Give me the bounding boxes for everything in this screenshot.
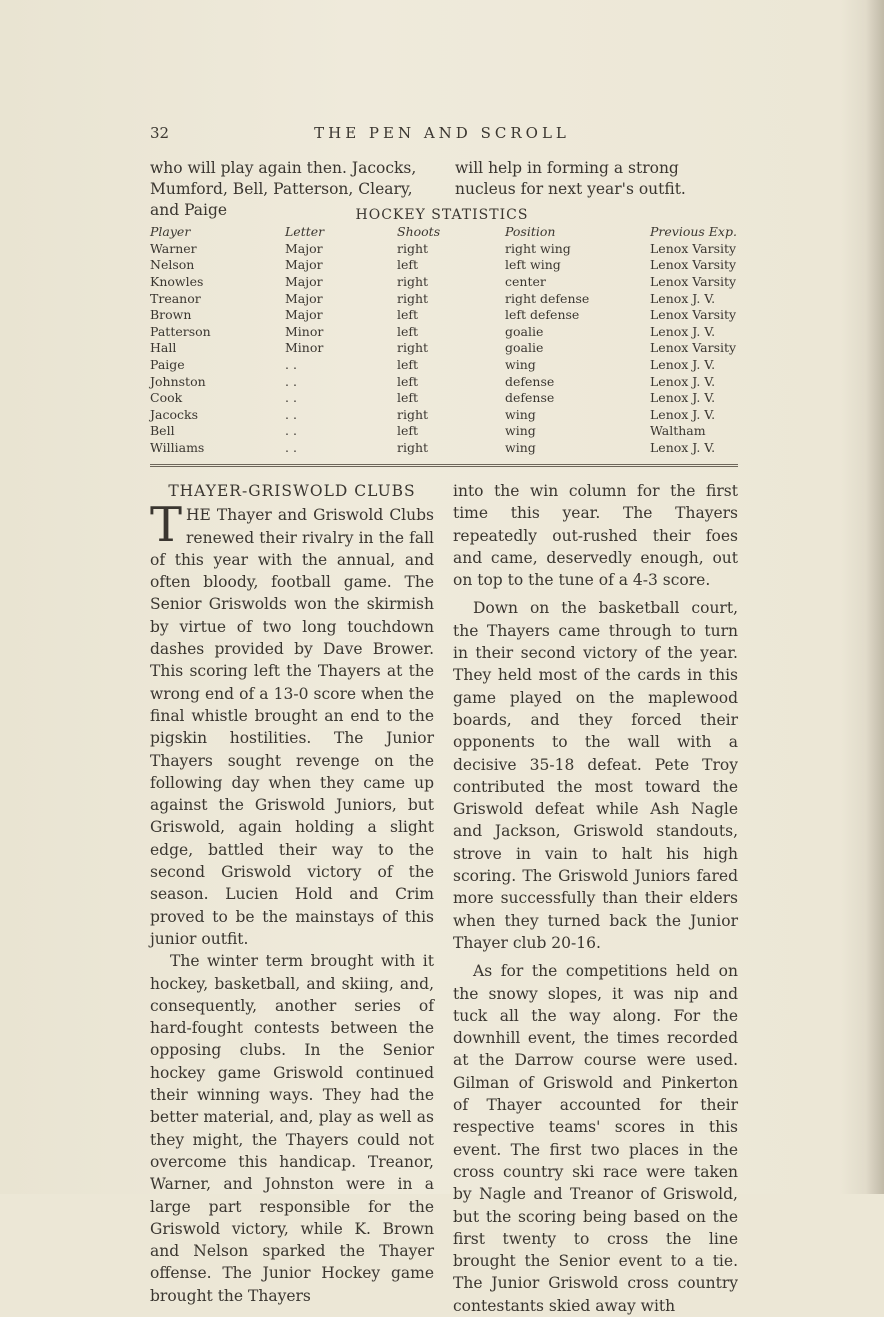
table-cell: left bbox=[397, 356, 419, 372]
table-cell: Lenox J. V. bbox=[650, 356, 716, 372]
table-cell: Lenox Varsity bbox=[650, 273, 737, 289]
table-cell: left bbox=[397, 307, 419, 323]
table-cell: Patterson bbox=[150, 323, 211, 339]
table-cell: Lenox J. V. bbox=[650, 439, 716, 455]
table-row bbox=[150, 373, 740, 390]
table-cell: . . bbox=[285, 356, 297, 372]
table-cell: left defense bbox=[505, 307, 580, 323]
table-cell: wing bbox=[505, 439, 536, 455]
table-cell: Lenox J. V. bbox=[650, 406, 716, 422]
table-row bbox=[150, 389, 740, 406]
column-header: Position bbox=[505, 224, 556, 239]
table-row bbox=[150, 257, 740, 274]
table-row bbox=[150, 323, 740, 340]
column-header: Shoots bbox=[397, 224, 441, 239]
table-cell: left bbox=[397, 373, 419, 389]
table-cell: Treanor bbox=[150, 290, 201, 306]
table-cell: Minor bbox=[285, 323, 324, 339]
drop-cap: T bbox=[150, 497, 183, 554]
table-cell: wing bbox=[505, 406, 536, 422]
table-cell: Hall bbox=[150, 340, 177, 356]
table-cell: Paige bbox=[150, 356, 185, 372]
table-cell: right bbox=[397, 273, 429, 289]
article-paragraph: into the win column for the first time this year. The Thayers repeatedly out-rushed their foes and came, deservedly enough, out on top to the tune of a 4-3 score. bbox=[453, 482, 738, 590]
intro-left: who will play again then. Jacocks, Mumford, Bell, Patterson, Cleary, and Paige bbox=[150, 159, 417, 219]
table-cell: defense bbox=[505, 390, 555, 406]
table-header-row bbox=[150, 223, 740, 240]
table-row bbox=[150, 290, 740, 307]
page-number: 32 bbox=[150, 124, 170, 142]
table-row bbox=[150, 423, 740, 440]
table-row bbox=[150, 306, 740, 323]
table-cell: left bbox=[397, 390, 419, 406]
column-header: Previous Exp. bbox=[650, 224, 737, 239]
article-paragraph bbox=[150, 497, 434, 950]
page-header bbox=[0, 124, 884, 144]
table-cell: . . bbox=[285, 439, 297, 455]
table-cell: Knowles bbox=[150, 273, 204, 289]
running-head: THE PEN AND SCROLL bbox=[314, 124, 570, 142]
table-row bbox=[150, 273, 740, 290]
table-cell: Lenox Varsity bbox=[650, 257, 737, 273]
table-cell: goalie bbox=[505, 340, 544, 356]
table-cell: . . bbox=[285, 373, 297, 389]
table-cell: Lenox Varsity bbox=[650, 240, 737, 256]
table-cell: right wing bbox=[505, 240, 571, 256]
table-cell: Williams bbox=[150, 439, 205, 455]
article-title: THAYER-GRISWOLD CLUBS bbox=[168, 482, 416, 500]
table-cell: Bell bbox=[150, 423, 175, 439]
table-cell: Major bbox=[285, 273, 323, 289]
table-cell: wing bbox=[505, 356, 536, 372]
table-cell: center bbox=[505, 273, 546, 289]
table-row bbox=[150, 240, 740, 257]
table-cell: right defense bbox=[505, 290, 590, 306]
table-cell: left wing bbox=[505, 257, 561, 273]
intro-right: will help in forming a strong nucleus for next year's outfit. bbox=[455, 159, 686, 198]
table-cell: defense bbox=[505, 373, 555, 389]
hockey-stats-table bbox=[150, 223, 740, 456]
column-header: Player bbox=[150, 224, 191, 239]
table-cell: Lenox Varsity bbox=[650, 307, 737, 323]
table-cell: Lenox J. V. bbox=[650, 390, 716, 406]
table-cell: left bbox=[397, 323, 419, 339]
table-cell: Lenox J. V. bbox=[650, 323, 716, 339]
table-cell: Lenox J. V. bbox=[650, 290, 716, 306]
article-column-left bbox=[150, 480, 434, 1307]
table-cell: right bbox=[397, 340, 429, 356]
table-row bbox=[150, 356, 740, 373]
table-cell: Cook bbox=[150, 390, 183, 406]
table-cell: right bbox=[397, 439, 429, 455]
column-header: Letter bbox=[285, 224, 325, 239]
paragraph-text: HE Thayer and Griswold Clubs renewed their rivalry in the fall of this year with the annual, and often bloody, football game. The Senior Griswolds won the skirmish by virtue of two long touchdown dashes provided by Dave Brower. This scoring left the Thayers at the wrong end of a 13-0 score when the final whistle brought an end to the pigskin hostilities. The Junior Thayers sought revenge on the following day when they came up against the Griswold Juniors, but Griswold, again holding a slight edge, battled their way to the second Griswold victory of the season. Lucien Hold and Crim proved to be the mainstays of this junior outfit. bbox=[150, 506, 434, 948]
table-cell: goalie bbox=[505, 323, 544, 339]
table-row bbox=[150, 406, 740, 423]
table-cell: Minor bbox=[285, 340, 324, 356]
article-column-right bbox=[453, 480, 738, 1317]
table-body bbox=[150, 240, 740, 456]
article-paragraph: As for the competitions held on the snowy slopes, it was nip and tuck all the way along. For the downhill event, the times recorded at the Darrow course were used. Gilman of Griswold and Pinkerton of Thayer accounted for their respective teams' scores in this event. The first two places in the cross country ski race were taken by Nagle and Treanor of Griswold, but the scoring being based on the first twenty to cross the line brought the Senior event to a tie. The Junior Griswold cross country contestants skied away with bbox=[453, 962, 738, 1315]
table-cell: . . bbox=[285, 390, 297, 406]
table-cell: Nelson bbox=[150, 257, 195, 273]
table-row bbox=[150, 340, 740, 357]
table-cell: . . bbox=[285, 406, 297, 422]
page-edge-shadow bbox=[866, 0, 884, 1194]
article-paragraph: The winter term brought with it hockey, basketball, and skiing, and, consequently, another series of hard-fought contests between the opposing clubs. In the Senior hockey game Griswold continued their winning ways. They had the better material, and, play as well as they might, the Thayers could not overcome this handicap. Treanor, Warner, and Johnston were in a large part responsible for the Griswold victory, while K. Brown and Nelson sparked the Thayer offense. The Junior Hockey game brought the Thayers bbox=[150, 952, 434, 1305]
table-cell: wing bbox=[505, 423, 536, 439]
table-cell: Warner bbox=[150, 240, 197, 256]
table-cell: left bbox=[397, 423, 419, 439]
table-cell: Jacocks bbox=[150, 406, 198, 422]
table-cell: left bbox=[397, 257, 419, 273]
section-divider bbox=[150, 464, 738, 467]
table-cell: Major bbox=[285, 307, 323, 323]
table-cell: Major bbox=[285, 290, 323, 306]
table-cell: right bbox=[397, 290, 429, 306]
table-cell: Lenox Varsity bbox=[650, 340, 737, 356]
table-row bbox=[150, 439, 740, 456]
table-cell: right bbox=[397, 406, 429, 422]
article-paragraph: Down on the basketball court, the Thayers came through to turn in their second victory of the year. They held most of the cards in this game played on the maplewood boards, and they forced their opponents to the wall with a decisive 35-18 defeat. Pete Troy contributed the most toward the Griswold defeat while Ash Nagle and Jackson, Griswold standouts, strove in vain to halt his high scoring. The Griswold Juniors fared more successfully than their elders when they turned back the Junior Thayer club 20-16. bbox=[453, 599, 738, 952]
table-cell: . . bbox=[285, 423, 297, 439]
table-cell: Lenox J. V. bbox=[650, 373, 716, 389]
table-cell: Major bbox=[285, 240, 323, 256]
table-cell: Major bbox=[285, 257, 323, 273]
table-cell: Brown bbox=[150, 307, 192, 323]
table-cell: Waltham bbox=[650, 423, 706, 439]
stats-title: HOCKEY STATISTICS bbox=[355, 207, 529, 223]
table-cell: right bbox=[397, 240, 429, 256]
table-cell: Johnston bbox=[150, 373, 206, 389]
